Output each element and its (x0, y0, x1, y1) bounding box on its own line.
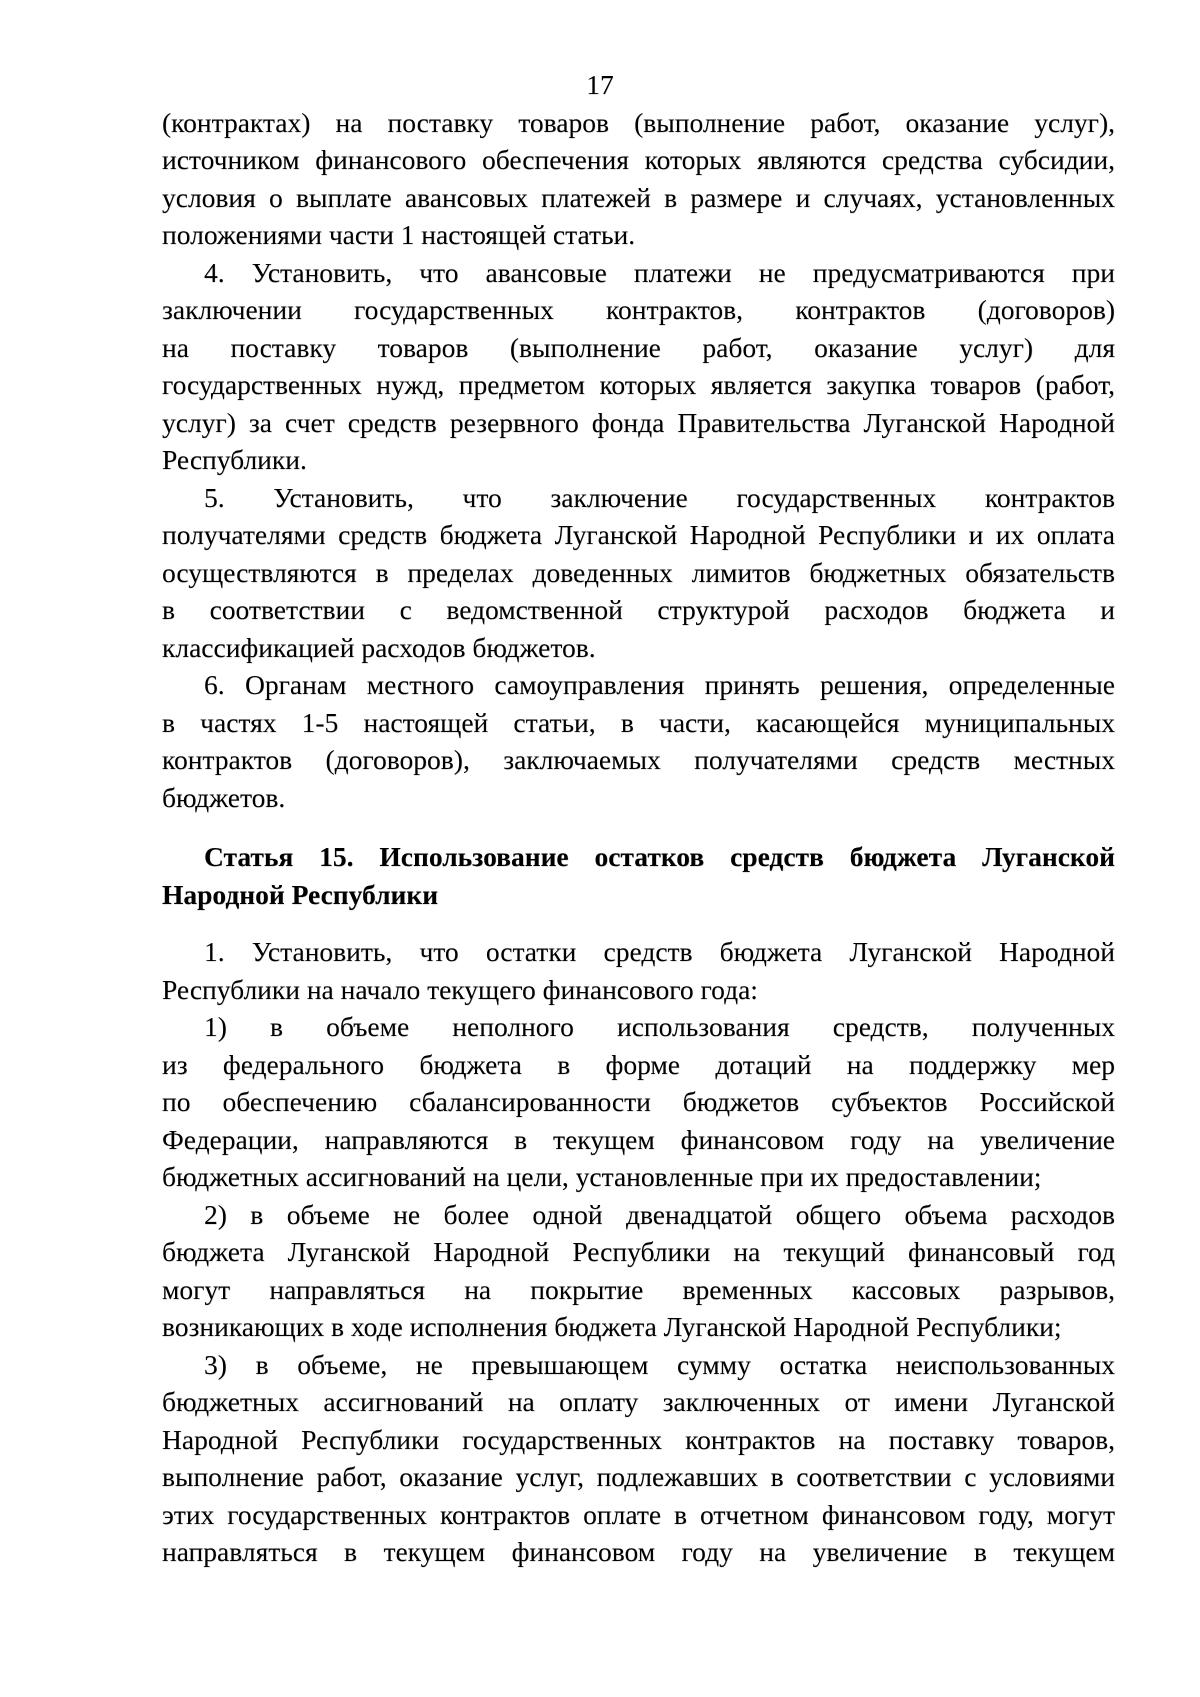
text-line: из федерального бюджета в форме дотаций на поддержку мер (162, 1048, 1115, 1080)
text-line: бюджетных ассигнований на цели, установленные при их предоставлении; (162, 1161, 1042, 1192)
text-line: Народной Республики государственных контрактов на поставку товаров, (162, 1423, 1115, 1455)
subitem-1 (162, 1008, 1115, 1196)
text-line: 6. Органам местного самоуправления принять решения, определенные (204, 669, 1115, 700)
document-content (162, 66, 1115, 1571)
subitem-2 (162, 1196, 1115, 1346)
text-line: направляться в текущем финансовом году на увеличение в текущем (162, 1536, 1115, 1567)
text-line: могут направляться на покрытие временных кассовых разрывов, (162, 1273, 1115, 1305)
text-line: по обеспечению сбалансированности бюджетов субъектов Российской (162, 1086, 1115, 1117)
text-line: заключении государственных контрактов, контрактов (договоров) (162, 294, 1115, 325)
clause-5 (162, 479, 1115, 667)
text-line: в соответствии с ведомственной структурой расходов бюджета и (162, 594, 1115, 625)
text-line: 1. Установить, что остатки средств бюджета Луганской Народной (204, 936, 1115, 967)
text-line: (контрактах) на поставку товаров (выполнение работ, оказание услуг), (162, 106, 1115, 138)
text-line: Федерации, направляются в текущем финансовом году на увеличение (162, 1123, 1115, 1155)
text-line: контрактов (договоров), заключаемых получателями средств местных (162, 744, 1115, 775)
text-line: классификацией расходов бюджетов. (162, 631, 596, 663)
clause-1 (162, 933, 1115, 1008)
text-line: Республики на начало текущего финансового года: (162, 973, 758, 1005)
text-line: на поставку товаров (выполнение работ, оказание услуг) для (162, 331, 1115, 363)
page-number: 17 (586, 69, 614, 100)
text-line: 1) в объеме неполного использования средств, полученных (204, 1011, 1115, 1042)
text-line: выполнение работ, оказание услуг, подлежавших в соответствии с условиями (162, 1461, 1115, 1492)
text-line: государственных нужд, предметом которых является закупка товаров (работ, (162, 369, 1115, 400)
text-line: бюджета Луганской Народной Республики на текущий финансовый год (162, 1236, 1115, 1267)
text-line: получателями средств бюджета Луганской Народной Республики и их оплата (162, 519, 1115, 550)
clause-4 (162, 254, 1115, 479)
text-line: этих государственных контрактов оплате в отчетном финансовом году, могут (162, 1498, 1115, 1530)
text-line: Республики. (162, 444, 307, 475)
text-line: 5. Установить, что заключение государственных контрактов (204, 481, 1115, 513)
text-line: источником финансового обеспечения которых являются средства субсидии, (162, 144, 1115, 175)
article-15-heading (162, 838, 1115, 913)
text-line: 4. Установить, что авансовые платежи не предусматриваются при (204, 256, 1115, 288)
text-line: 3) в объеме, не превышающем сумму остатка неиспользованных (204, 1348, 1115, 1380)
text-line: бюджетов. (162, 781, 286, 813)
subitem-3 (162, 1346, 1115, 1571)
text-line: в частях 1-5 настоящей статьи, в части, касающейся муниципальных (162, 706, 1115, 738)
text-line: Народной Республики (162, 878, 439, 910)
text-line: положениями части 1 настоящей статьи. (162, 219, 636, 250)
text-line: условия о выплате авансовых платежей в размере и случаях, установленных (162, 181, 1115, 213)
text-line: возникающих в ходе исполнения бюджета Луганской Народной Республики; (162, 1311, 1062, 1342)
clause-6 (162, 666, 1115, 816)
text-line: бюджетных ассигнований на оплату заключенных от имени Луганской (162, 1386, 1115, 1417)
text-line: осуществляются в пределах доведенных лимитов бюджетных обязательств (162, 556, 1115, 588)
continued-paragraph (162, 104, 1115, 254)
text-line: услуг) за счет средств резервного фонда Правительства Луганской Народной (162, 406, 1115, 438)
text-line: Статья 15. Использование остатков средств бюджета Луганской (204, 841, 1115, 872)
text-line: 2) в объеме не более одной двенадцатой общего объема расходов (204, 1198, 1115, 1230)
